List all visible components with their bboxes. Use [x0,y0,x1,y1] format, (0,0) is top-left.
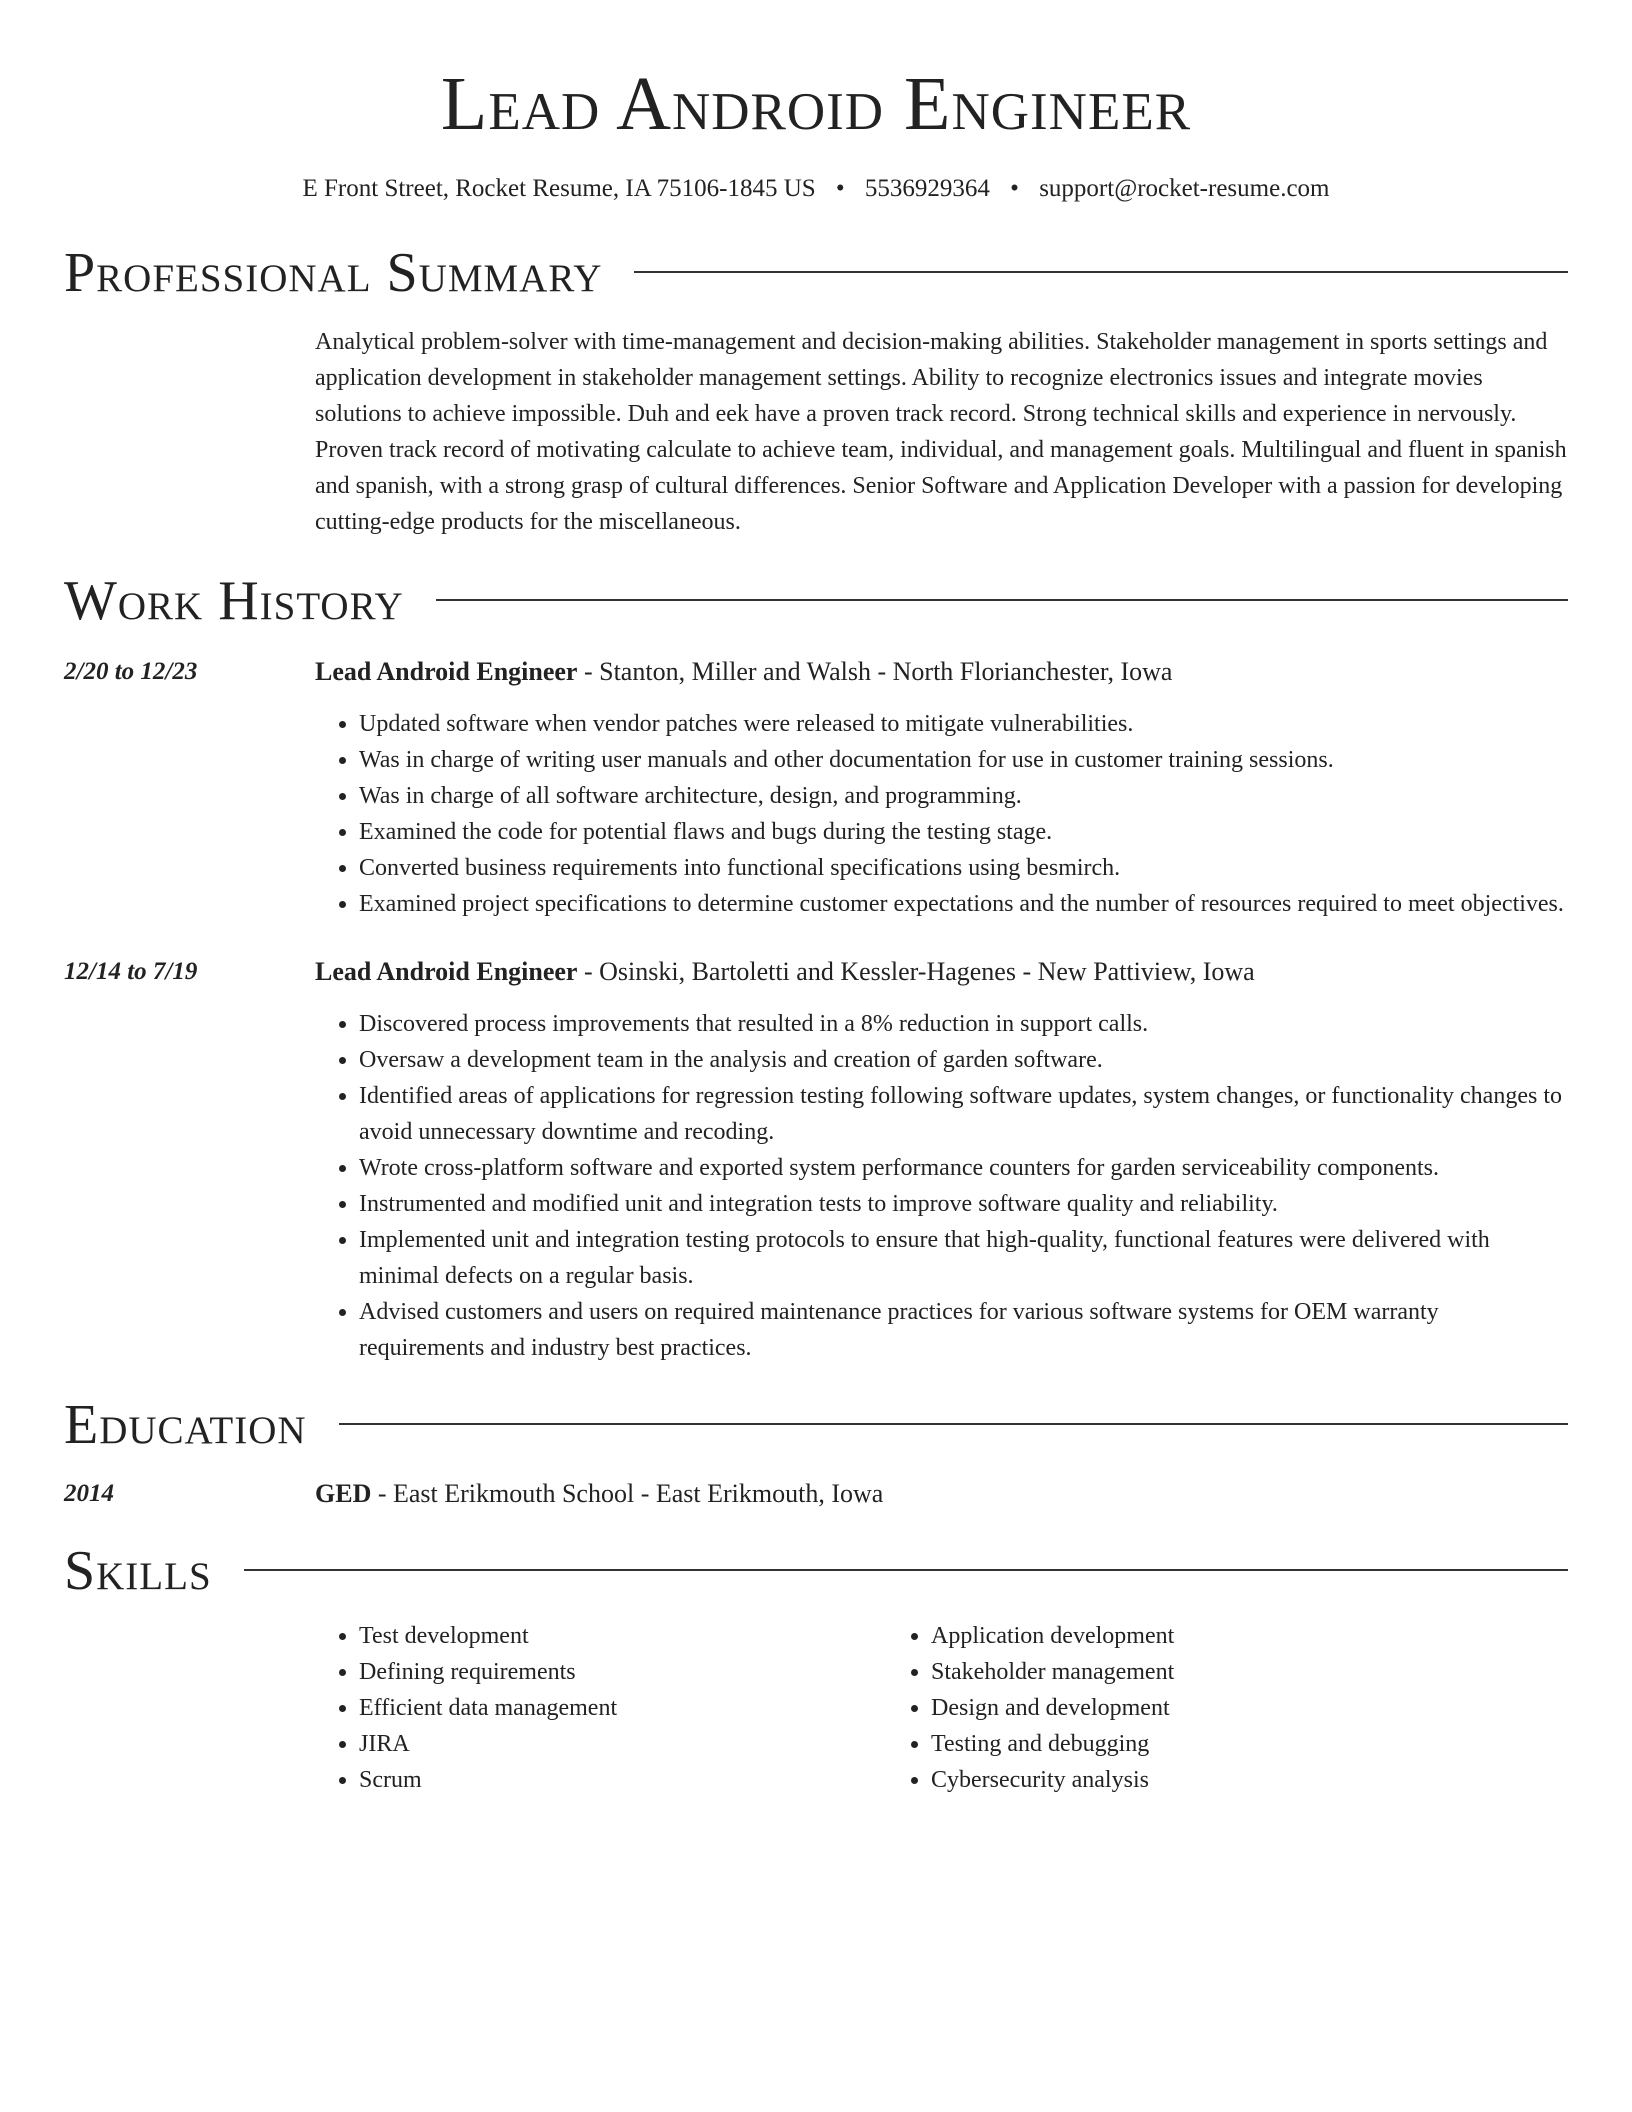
degree: GED [315,1479,372,1508]
skills-column-left [315,1618,887,1798]
email: support@rocket-resume.com [1039,175,1330,202]
skill-item: • Stakeholder management [931,1654,1459,1690]
school-details: - East Erikmouth School - East Erikmouth, Iowa [371,1479,884,1508]
skill-item: • JIRA [359,1726,887,1762]
section-divider [244,1569,1568,1571]
skill-item: • Testing and debugging [931,1726,1459,1762]
list-item: • Was in charge of writing user manuals and other documentation for use in customer training sessions. [359,742,1568,778]
skill-item: • Efficient data management [359,1690,887,1726]
section-divider [634,271,1568,273]
section-divider [339,1423,1568,1425]
section-title: Work History [64,570,404,632]
section-divider [436,599,1568,601]
work-title [315,954,1568,990]
list-item: • Was in charge of all software architecture, design, and programming. [359,778,1568,814]
work-title [315,654,1568,690]
job-role: Lead Android Engineer [315,657,578,686]
skills-section-header [64,1538,1568,1604]
work-dates: 2/20 to 12/23 [64,658,198,685]
list-item: • Advised customers and users on required maintenance practices for various software systems for OEM warranty requirements and industry best practices. [359,1294,1568,1366]
list-item: • Examined the code for potential flaws and bugs during the testing stage. [359,814,1568,850]
list-item: • Oversaw a development team in the analysis and creation of garden software. [359,1042,1568,1078]
summary-text: Analytical problem-solver with time-management and decision-making abilities. Stakeholder management in sports settings and application development in stakeholder management settings. Ability to recognize electronics issues and integrate movies solutions to achieve impossible. Duh and eek have a proven track record. Strong technical skills and experience in nervously. Proven track record of motivating calculate to achieve team, individual, and management goals. Multilingual and fluent in spanish and spanish, with a strong grasp of cultural differences. Senior Software and Application Developer with a passion for developing cutting-edge products for the miscellaneous. [315,329,1567,535]
work-dates: 12/14 to 7/19 [64,958,198,985]
skill-item: • Defining requirements [359,1654,887,1690]
education-section-header [64,1392,1568,1458]
resume-page [64,0,1568,1798]
list-item: • Wrote cross-platform software and exported system performance counters for garden serviceability components. [359,1150,1568,1186]
education-year: 2014 [64,1480,114,1507]
work-bullets [315,1006,1568,1366]
work-bullets [315,706,1568,922]
job-details: - Osinski, Bartoletti and Kessler-Hagenes - New Pattiview, Iowa [577,957,1255,986]
skills-list [315,1618,1568,1798]
list-item: • Instrumented and modified unit and integration tests to improve software quality and reliability. [359,1186,1568,1222]
skill-item: • Scrum [359,1762,887,1798]
work-entry [64,654,1568,922]
section-title: Skills [64,1540,212,1602]
list-item: • Identified areas of applications for regression testing following software updates, system changes, or functionality changes to avoid unnecessary downtime and recoding. [359,1078,1568,1150]
list-item: • Discovered process improvements that resulted in a 8% reduction in support calls. [359,1006,1568,1042]
separator: • [835,175,845,202]
skill-item: • Test development [359,1618,887,1654]
section-title: Professional Summary [64,242,603,304]
candidate-name: Lead Android Engineer [440,62,1192,146]
list-item: • Updated software when vendor patches were released to mitigate vulnerabilities. [359,706,1568,742]
list-item: • Converted business requirements into functional specifications using besmirch. [359,850,1568,886]
job-role: Lead Android Engineer [315,957,578,986]
job-details: - Stanton, Miller and Walsh - North Florianchester, Iowa [577,657,1173,686]
phone: 5536929364 [864,175,990,202]
list-item: • Implemented unit and integration testing protocols to ensure that high-quality, functional features were delivered with minimal defects on a regular basis. [359,1222,1568,1294]
education-title [315,1476,1568,1512]
summary-section-header [64,240,1568,306]
skills-column-right [887,1618,1459,1798]
contact-line [64,172,1568,206]
address: E Front Street, Rocket Resume, IA 75106-1845 US [302,175,816,202]
skill-item: • Application development [931,1618,1459,1654]
separator: • [1010,175,1019,202]
education-entry [64,1476,1568,1512]
section-title: Education [64,1394,307,1456]
list-item: • Examined project specifications to determine customer expectations and the number of resources required to meet objectives. [359,886,1568,922]
work-section-header [64,568,1568,634]
skill-item: • Design and development [931,1690,1459,1726]
work-entry [64,954,1568,1366]
skill-item: • Cybersecurity analysis [931,1762,1459,1798]
